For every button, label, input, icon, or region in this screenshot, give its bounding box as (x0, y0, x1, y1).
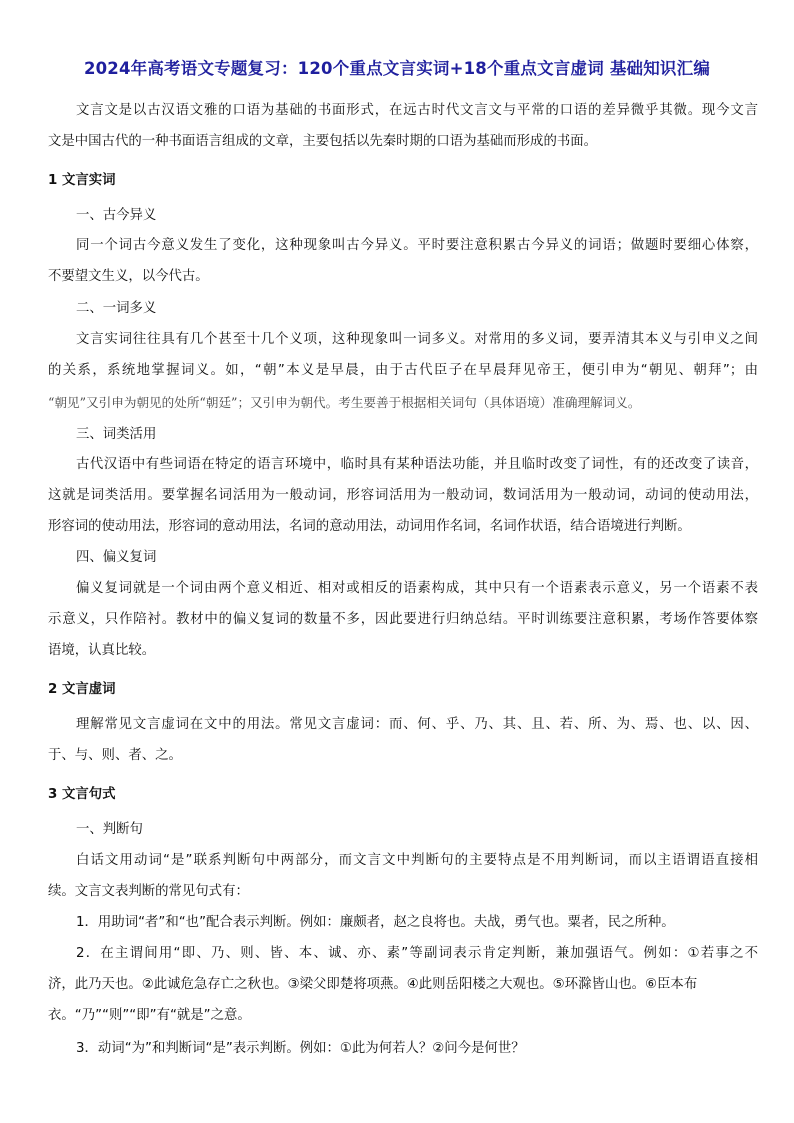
section-heading: 3 文言句式 (48, 787, 116, 802)
subsection-title: 一、古今异义 (76, 208, 157, 223)
subsection-title: 三、词类活用 (76, 427, 157, 442)
paragraph-line: 的关系，系统地掌握词义。如，“朝”本义是早晨，由于古代臣子在早晨拜见帝王，便引申为“朝见、朝拜”；由 (48, 363, 758, 378)
paragraph-line: 白话文用动词“是”联系判断句中两部分，而文言文中判断句的主要特点是不用判断词，而以主语谓语直接相 (76, 853, 758, 868)
subsection-title: 四、偏义复词 (76, 550, 157, 565)
section-heading: 1 文言实词 (48, 173, 116, 188)
paragraph-line: 文言实词往往具有几个甚至十几个义项，这种现象叫一词多义。对常用的多义词，要弄清其本义与引申义之间 (76, 332, 758, 347)
paragraph-line: 古代汉语中有些词语在特定的语言环境中，临时具有某种语法功能，并且临时改变了词性，有的还改变了读音， (76, 457, 758, 472)
subsection-title: 二、一词多义 (76, 301, 157, 316)
list-item-continuation: 衣。“乃”“则”“即”有“就是”之意。 (48, 1008, 251, 1023)
intro-line: 文是中国古代的一种书面语言组成的文章，主要包括以先秦时期的口语为基础而形成的书面。 (48, 134, 598, 149)
paragraph-line: 偏义复词就是一个词由两个意义相近、相对或相反的语素构成，其中只有一个语素表示意义，另一个语素不表 (76, 581, 758, 596)
list-item: 2．在主谓间用“即、乃、则、皆、本、诚、亦、素”等副词表示肯定判断，兼加强语气。例如：①若事之不 (76, 946, 758, 961)
paragraph-line: 形容词的使动用法，形容词的意动用法，名词的意动用法，动词用作名词，名词作状语，结合语境进行判断。 (48, 519, 691, 534)
list-item: 3．动词“为”和判断词“是”表示判断。例如：①此为何若人？②问今是何世？ (76, 1041, 525, 1056)
paragraph-line: 示意义，只作陪衬。教材中的偏义复词的数量不多，因此要进行归纳总结。平时训练要注意积累，考场作答要体察 (48, 612, 758, 627)
paragraph-line: 不要望文生义，以今代古。 (48, 269, 209, 284)
paragraph-line: 语境，认真比较。 (48, 643, 156, 658)
document-title: 2024年高考语文专题复习：120个重点文言实词+18个重点文言虚词 基础知识汇编 (83, 59, 711, 78)
paragraph-line: 这就是词类活用。要掌握名词活用为一般动词，形容词活用为一般动词，数词活用为一般动词，动词的使动用法， (48, 488, 758, 503)
list-item: 1．用助词“者”和“也”配合表示判断。例如：廉颇者，赵之良将也。夫战，勇气也。粟者，民之所种。 (76, 915, 675, 930)
section-heading: 2 文言虚词 (48, 682, 116, 697)
paragraph-line: 同一个词古今意义发生了变化，这种现象叫古今异义。平时要注意积累古今异义的词语；做题时要细心体察， (76, 238, 758, 253)
intro-line: 文言文是以古汉语文雅的口语为基础的书面形式，在远古时代文言文与平常的口语的差异微乎其微。现今文言 (76, 103, 758, 118)
paragraph-line: “朝见”又引申为朝见的处所“朝廷”；又引申为朝代。考生要善于根据相关词句（具体语境）准确理解词义。 (48, 395, 641, 410)
paragraph-line: 理解常见文言虚词在文中的用法。常见文言虚词：而、何、乎、乃、其、且、若、所、为、焉、也、以、因、 (76, 717, 758, 732)
paragraph-line: 续。文言文表判断的常见句式有： (48, 884, 249, 899)
list-item-continuation: 济，此乃天也。②此诚危急存亡之秋也。③梁父即楚将项燕。④此则岳阳楼之大观也。⑤环滁皆山也。⑥臣本布 (48, 977, 698, 992)
paragraph-line: 于、与、则、者、之。 (48, 748, 182, 763)
subsection-title: 一、判断句 (76, 822, 143, 837)
